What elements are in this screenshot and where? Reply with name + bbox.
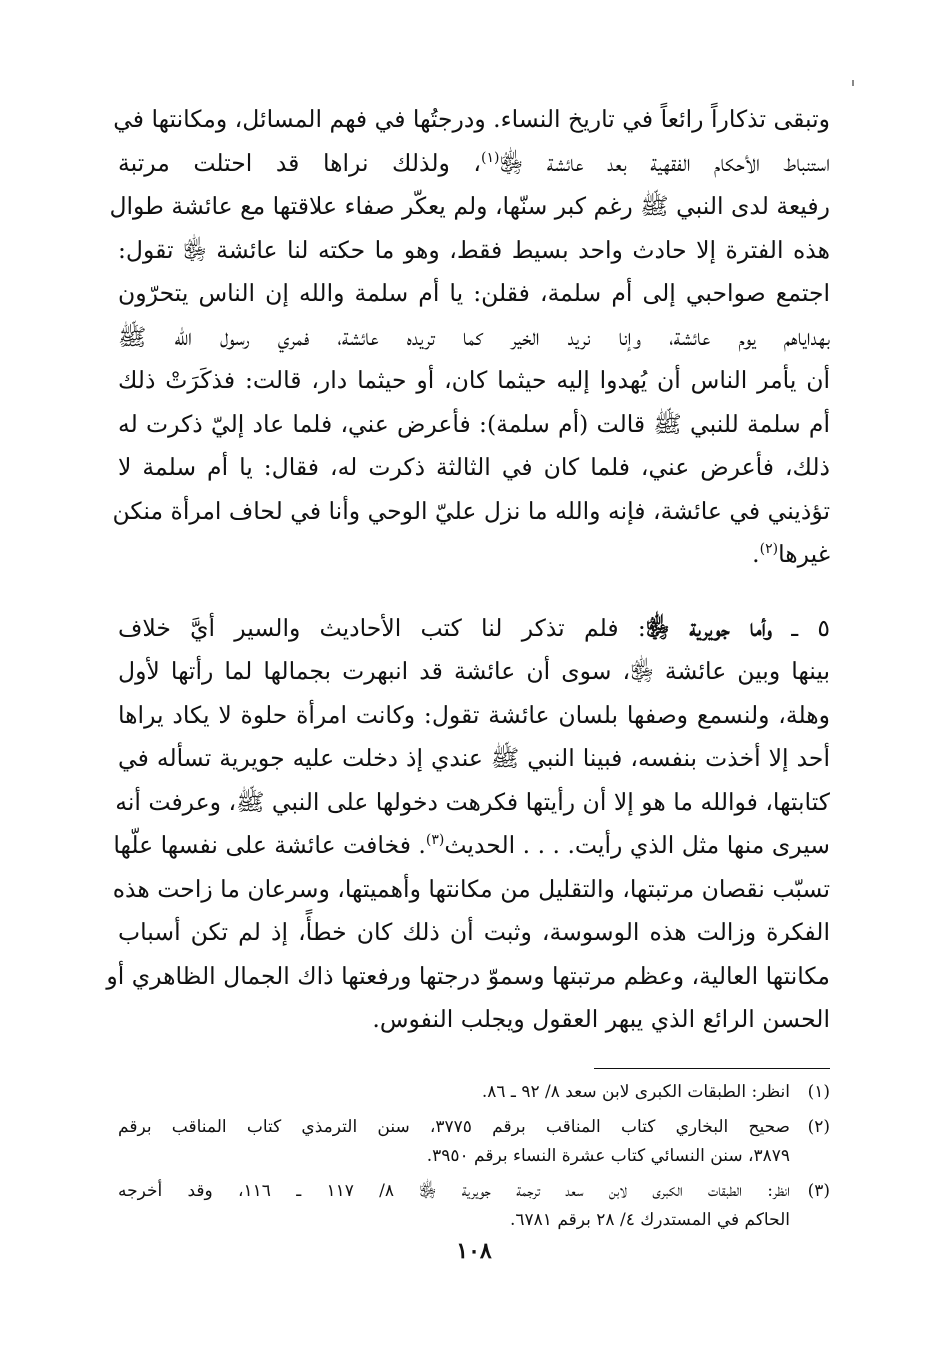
text-line: أن يأمر الناس أن يُهدوا إليه حيثما كان، أو حيثما دار، قالت: فذكَرَتْ ذلك <box>118 366 830 394</box>
text-line <box>113 824 830 868</box>
footnote-text <box>118 1177 790 1235</box>
text-line: تسبّب نقصان مرتبتها، والتقليل من مكانتها وأهميتها، وسرعان ما زاحت هذه <box>112 874 830 903</box>
footnote-line: انظر: الطبقات الكبرى لابن سعد ٨/ ٩٢ ـ ٨٦. <box>481 1082 790 1102</box>
text-line: هذه الفترة إلا حادث واحد بسيط فقط، وهو ما حكته لنا عائشة ﵂ تقول: <box>118 235 830 264</box>
text-line: ذلك، فأعرض عني، فلما كان في الثالثة ذكرت له، فقال: يا أم سلمة لا <box>118 453 830 481</box>
text-segment: . فخافت عائشة على نفسها علّها <box>113 831 426 859</box>
footnote-text <box>118 1113 790 1171</box>
footnote-number: (٣) <box>807 1181 830 1201</box>
text-line: الفكرة وزالت هذه الوسوسة، وثبت أن ذلك كان خطأً، إذ لم تكن أسباب <box>118 918 830 946</box>
footnote-line: انظر: الطبقات الكبرى لابن سعد ترجمة جويرية ﵂ ٨/ ١١٧ ـ ١١٦، وقد أخرجه <box>118 1181 790 1201</box>
footnote-3 <box>118 1177 830 1235</box>
footnote-ref-3[interactable]: (٣) <box>425 832 445 849</box>
footnote-number: (٢) <box>807 1117 830 1137</box>
text-line: رفيعة لدى النبي ﷺ رغم كبر سنّها، ولم يعكّر صفاء علاقتها مع عائشة طوال <box>109 192 830 220</box>
text-segment: ، ولذلك نراها قد احتلت مرتبة <box>118 148 481 177</box>
paragraph-umm-salama <box>109 98 830 577</box>
text-line <box>118 533 830 577</box>
text-line <box>118 607 830 651</box>
scan-speck <box>852 80 854 86</box>
footnote-ref-1[interactable]: (١) <box>481 149 500 166</box>
text-line: وتبقى تذكاراً رائعاً في تاريخ النساء. ودرجتُها في فهم المسائل، ومكانتها في <box>113 105 830 133</box>
footnote-line: صحيح البخاري كتاب المناقب برقم ٣٧٧٥، سنن الترمذي كتاب المناقب برقم <box>118 1117 790 1137</box>
footnote-2 <box>118 1113 830 1171</box>
text-line: مكانتها العالية، وعظم مرتبتها وسموّ درجتها ورفعتها ذاك الجمال الظاهري أو <box>106 961 830 990</box>
text-line: الحسن الرائع الذي يبهر العقول ويجلب النفوس. <box>372 1005 830 1033</box>
footnote-1 <box>118 1078 830 1107</box>
footnote-ref-2[interactable]: (٢) <box>759 541 779 558</box>
text-line: أحد إلا أخذت بنفسه، فبينا النبي ﷺ عندي إذ دخلت عليه جويرية تسأله في <box>118 744 830 772</box>
text-segment: سيرى منها مثل الذي رأيت. . . . الحديث <box>444 831 830 859</box>
page-number: ١٠٨ <box>456 1238 492 1264</box>
footnote-text <box>118 1078 790 1107</box>
text-line: بهداياهم يوم عائشة، وإنا نريد الخير كما تريده عائشة، فمري رسول الله ﷺ <box>118 322 830 351</box>
footnote-separator <box>594 1068 830 1069</box>
text-line: أم سلمة للنبي ﷺ قالت (أم سلمة): فأعرض عني، فلما عاد إليّ ذكرت له <box>118 409 830 438</box>
text-line: وهلة، ولنسمع وصفها بلسان عائشة تقول: وكانت امرأة حلوة لا يكاد يراها <box>118 700 830 729</box>
text-line: كتابتها، فوالله ما هو إلا أن رأيتها فكرهت دخولها على النبي ﷺ، وعرفت أنه <box>115 787 830 816</box>
footnote-line: ٣٨٧٩، سنن النسائي كتاب عشرة النساء برقم ٣٩٥٠. <box>426 1146 790 1166</box>
footnotes <box>118 1078 830 1241</box>
text-segment: غيرها <box>778 540 830 568</box>
text-segment: . <box>752 540 760 568</box>
text-line: اجتمع صواحبي إلى أم سلمة، فقلن: يا أم سلمة والله إن الناس يتحرّون <box>118 279 830 307</box>
paragraph-heading: وأما جويرية ﵂ <box>645 613 773 642</box>
footnote-number: (١) <box>807 1082 830 1102</box>
footnote-line: الحاكم في المستدرك ٤/ ٢٨ برقم ٦٧٨١. <box>510 1210 790 1230</box>
text-line <box>118 142 830 186</box>
text-line: بينها وبين عائشة ﵂، سوى أن عائشة قد انبهرت بجمالها لما رأتها لأول <box>118 657 830 685</box>
text-segment: : فلم تذكر لنا كتب الأحاديث والسير أيَّ خلاف <box>118 613 646 642</box>
text-line: تؤذيني في عائشة، فإنه والله ما نزل عليّ الوحي وأنا في لحاف امرأة منكن <box>112 496 830 525</box>
main-text <box>106 98 830 1042</box>
paragraph-juwayriya <box>106 607 830 1042</box>
paragraph-number: ٥ ـ <box>791 613 830 642</box>
text-segment: استنباط الأحكام الفقهية بعد عائشة ﵂ <box>499 148 830 177</box>
